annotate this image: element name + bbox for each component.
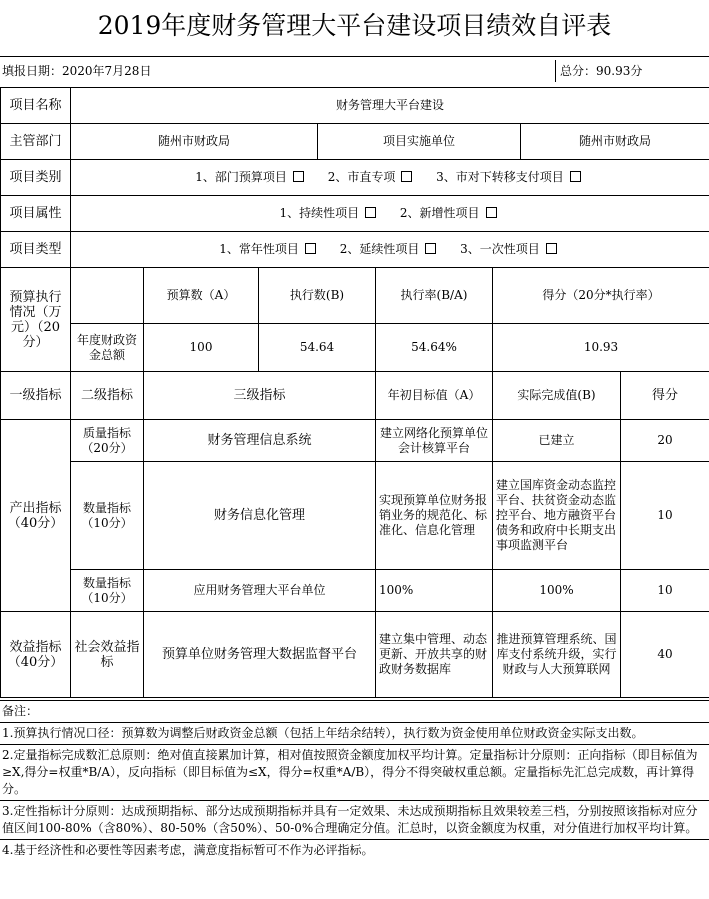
project-name-label: 项目名称 bbox=[1, 88, 71, 124]
budget-blank bbox=[71, 268, 144, 324]
report-date: 填报日期：2020年7月28日 bbox=[2, 64, 152, 78]
indicator-target: 建立集中管理、动态更新、开放共享的财政财务数据库 bbox=[376, 612, 493, 698]
indicator-actual: 推进预算管理系统、国库支付系统升级，实行财政与人大预算联网 bbox=[493, 612, 621, 698]
indicator-level2: 质量指标（20分） bbox=[71, 420, 144, 462]
budget-row-label: 年度财政资金总额 bbox=[71, 324, 144, 372]
checkbox[interactable] bbox=[546, 243, 557, 254]
indicator-actual: 建立国库资金动态监控平台、扶贫资金动态监控平台、地方融资平台债务和政府中长期支出事项监测平台 bbox=[493, 462, 621, 570]
checkbox[interactable] bbox=[570, 171, 581, 182]
type-option: 1、常年性项目 bbox=[219, 242, 320, 256]
benefit-label: 效益指标（40分） bbox=[1, 612, 71, 698]
note-item: 2.定量指标完成数汇总原则：绝对值直接累加计算，相对值按照资金额度加权平均计算。定量指标计分原则：正向指标（即目标值为≥X,得分=权重*B/A），反向指标（即目标值为≤X，得分=权重*A/B），得分不得突破权重总额。定量指标先汇总完成数，再计算得分。 bbox=[0, 744, 709, 800]
type-option: 3、一次性项目 bbox=[460, 242, 561, 256]
indicator-target: 建立网络化预算单位会计核算平台 bbox=[376, 420, 493, 462]
note-item: 1.预算执行情况口径：预算数为调整后财政资金总额（包括上年结余结转），执行数为资金使用单位财政资金实际支出数。 bbox=[0, 722, 709, 744]
indicator-level3: 财务信息化管理 bbox=[144, 462, 376, 570]
category-label: 项目类别 bbox=[1, 160, 71, 196]
header-target: 年初目标值（A） bbox=[376, 372, 493, 420]
indicator-level2: 数量指标（10分） bbox=[71, 570, 144, 612]
notes-section bbox=[0, 700, 709, 861]
budget-score-value: 10.93 bbox=[493, 324, 709, 372]
note-item: 3.定性指标计分原则：达成预期指标、部分达成预期指标并具有一定效果、未达成预期指标且效果较差三档，分别按照该指标对应分值区间100-80%（含80%）、80-50%（含50%）、50-0%合理确定分值。汇总时，以资金额度为权重，对分值进行加权平均计算。 bbox=[0, 800, 709, 839]
checkbox[interactable] bbox=[401, 171, 412, 182]
project-name-value: 财务管理大平台建设 bbox=[71, 88, 709, 124]
indicator-target: 100% bbox=[376, 570, 493, 612]
rate-value: 54.64% bbox=[376, 324, 493, 372]
attribute-options bbox=[71, 196, 709, 232]
page-title: 2019年度财务管理大平台建设项目绩效自评表 bbox=[97, 11, 612, 40]
budget-col-budget: 预算数（A） bbox=[144, 268, 259, 324]
type-option: 2、延续性项目 bbox=[340, 242, 441, 256]
note-item: 4.基于经济性和必要性等因素考虑，满意度指标暂可不作为必评指标。 bbox=[0, 839, 709, 861]
category-option: 1、部门预算项目 bbox=[195, 170, 308, 184]
attribute-option: 1、持续性项目 bbox=[279, 206, 380, 220]
category-option: 2、市直专项 bbox=[328, 170, 417, 184]
notes-heading: 备注： bbox=[0, 700, 709, 722]
exec-value: 54.64 bbox=[259, 324, 376, 372]
budget-value: 100 bbox=[144, 324, 259, 372]
attribute-label: 项目属性 bbox=[1, 196, 71, 232]
type-options bbox=[71, 232, 709, 268]
checkbox[interactable] bbox=[305, 243, 316, 254]
indicator-score: 40 bbox=[621, 612, 709, 698]
indicator-score: 20 bbox=[621, 420, 709, 462]
checkbox[interactable] bbox=[365, 207, 376, 218]
indicator-level3: 应用财务管理大平台单位 bbox=[144, 570, 376, 612]
type-label: 项目类型 bbox=[1, 232, 71, 268]
indicator-score: 10 bbox=[621, 570, 709, 612]
budget-label: 预算执行情况（万元）（20分） bbox=[1, 268, 71, 372]
indicator-actual: 已建立 bbox=[493, 420, 621, 462]
header-score: 得分 bbox=[621, 372, 709, 420]
budget-col-score: 得分（20分*执行率） bbox=[493, 268, 709, 324]
header-level1: 一级指标 bbox=[1, 372, 71, 420]
category-options bbox=[71, 160, 709, 196]
indicator-level3: 预算单位财务管理大数据监督平台 bbox=[144, 612, 376, 698]
indicator-actual: 100% bbox=[493, 570, 621, 612]
dept-value: 随州市财政局 bbox=[71, 124, 318, 160]
checkbox[interactable] bbox=[486, 207, 497, 218]
budget-col-exec: 执行数(B) bbox=[259, 268, 376, 324]
checkbox[interactable] bbox=[425, 243, 436, 254]
impl-value: 随州市财政局 bbox=[521, 124, 709, 160]
dept-label: 主管部门 bbox=[1, 124, 71, 160]
indicator-level3: 财务管理信息系统 bbox=[144, 420, 376, 462]
category-option: 3、市对下转移支付项目 bbox=[436, 170, 585, 184]
budget-col-rate: 执行率(B/A) bbox=[376, 268, 493, 324]
total-score: 总分：90.93分 bbox=[555, 60, 709, 82]
header-actual: 实际完成值(B) bbox=[493, 372, 621, 420]
checkbox[interactable] bbox=[293, 171, 304, 182]
indicator-score: 10 bbox=[621, 462, 709, 570]
indicator-level2: 数量指标（10分） bbox=[71, 462, 144, 570]
impl-label: 项目实施单位 bbox=[318, 124, 521, 160]
attribute-option: 2、新增性项目 bbox=[400, 206, 501, 220]
indicator-target: 实现预算单位财务报销业务的规范化、标准化、信息化管理 bbox=[376, 462, 493, 570]
output-label: 产出指标（40分） bbox=[1, 420, 71, 612]
header-level2: 二级指标 bbox=[71, 372, 144, 420]
header-level3: 三级指标 bbox=[144, 372, 376, 420]
evaluation-table bbox=[0, 87, 709, 698]
indicator-level2: 社会效益指标 bbox=[71, 612, 144, 698]
